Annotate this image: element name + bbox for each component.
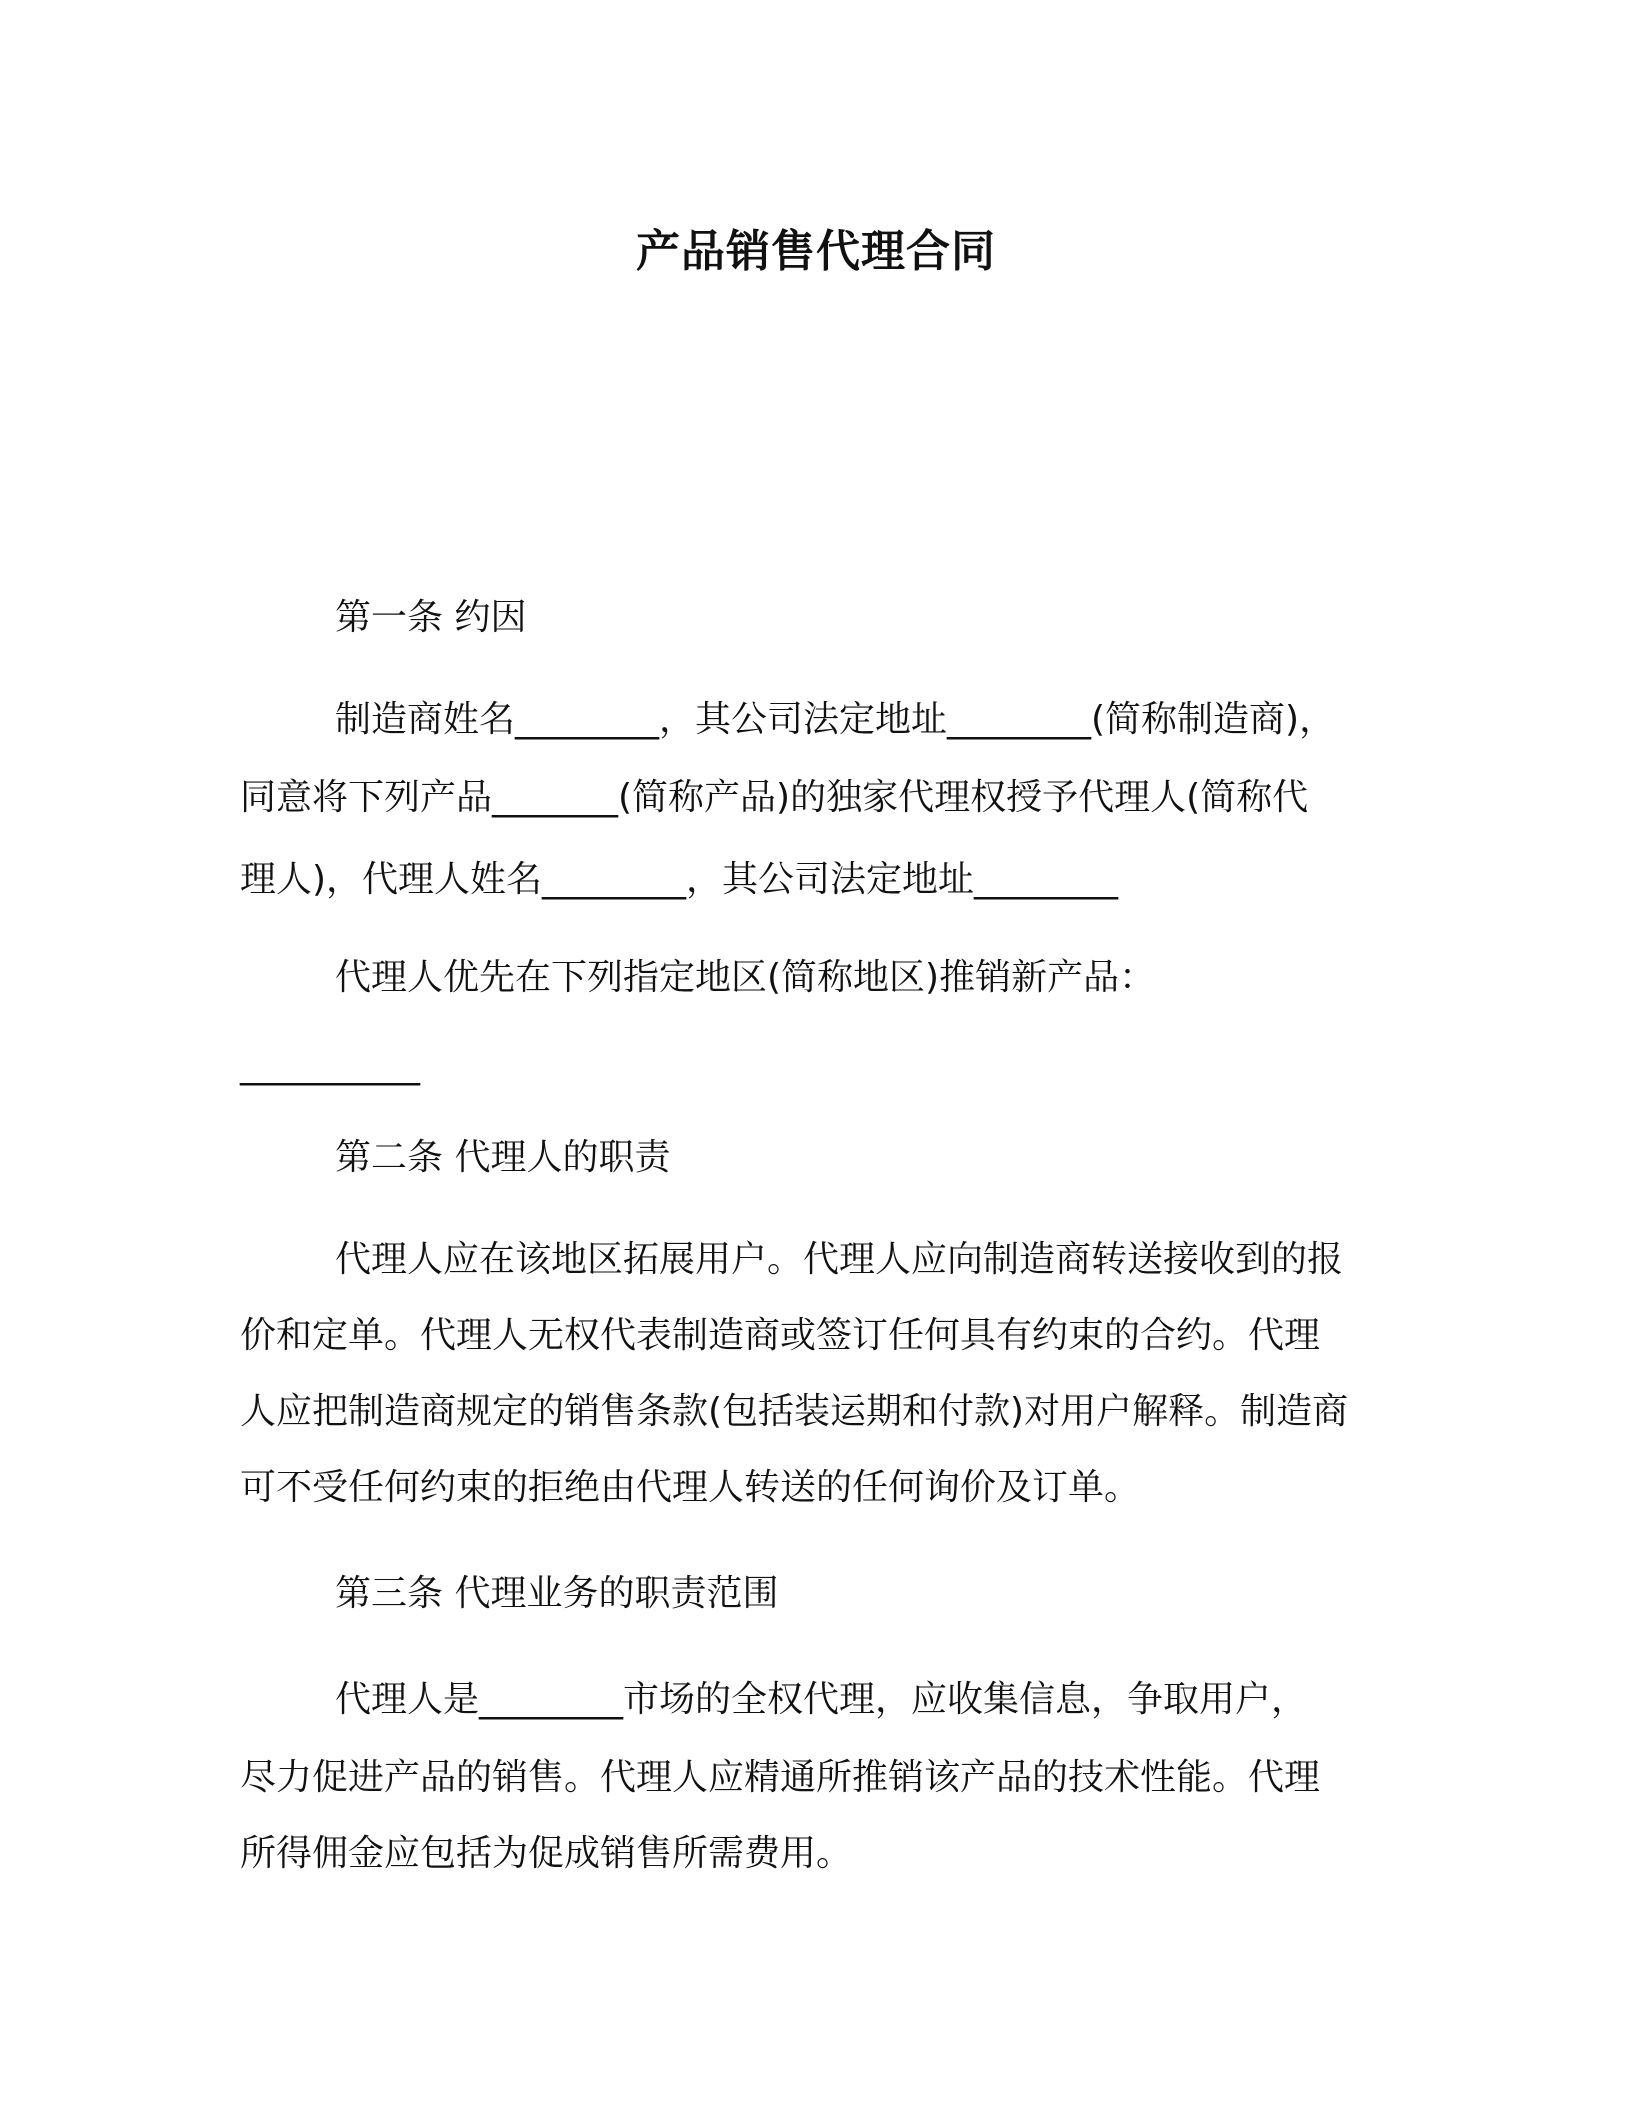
paragraph-line: 价和定单。代理人无权代表制造商或签订任何具有约束的合约。代理	[240, 1315, 1321, 1356]
paragraph-line: 制造商姓名________，其公司法定地址________(简称制造商)，	[335, 699, 1336, 740]
paragraph-line: 人应把制造商规定的销售条款(包括装运期和付款)对用户解释。制造商	[240, 1391, 1349, 1432]
paragraph-line: 所得佣金应包括为促成销售所需费用。	[240, 1833, 853, 1874]
paragraph-line: 代理人优先在下列指定地区(简称地区)推销新产品：	[335, 957, 1156, 998]
article-2-heading: 第二条 代理人的职责	[335, 1137, 671, 1178]
article-3-heading: 第三条 代理业务的职责范围	[335, 1573, 779, 1614]
document-title: 产品销售代理合同	[636, 226, 996, 277]
article-1-heading: 第一条 约因	[335, 597, 527, 638]
paragraph-line: 代理人应在该地区拓展用户。代理人应向制造商转送接收到的报	[335, 1239, 1344, 1280]
blank-fill-line: __________	[240, 1045, 420, 1086]
paragraph-line: 可不受任何约束的拒绝由代理人转送的任何询价及订单。	[240, 1467, 1141, 1508]
paragraph-line: 同意将下列产品_______(简称产品)的独家代理权授予代理人(简称代	[240, 777, 1309, 818]
paragraph-line: 尽力促进产品的销售。代理人应精通所推销该产品的技术性能。代理	[240, 1757, 1321, 1798]
paragraph-line: 理人)，代理人姓名________，其公司法定地址________	[240, 859, 1119, 900]
paragraph-line: 代理人是________市场的全权代理，应收集信息，争取用户，	[335, 1679, 1308, 1720]
